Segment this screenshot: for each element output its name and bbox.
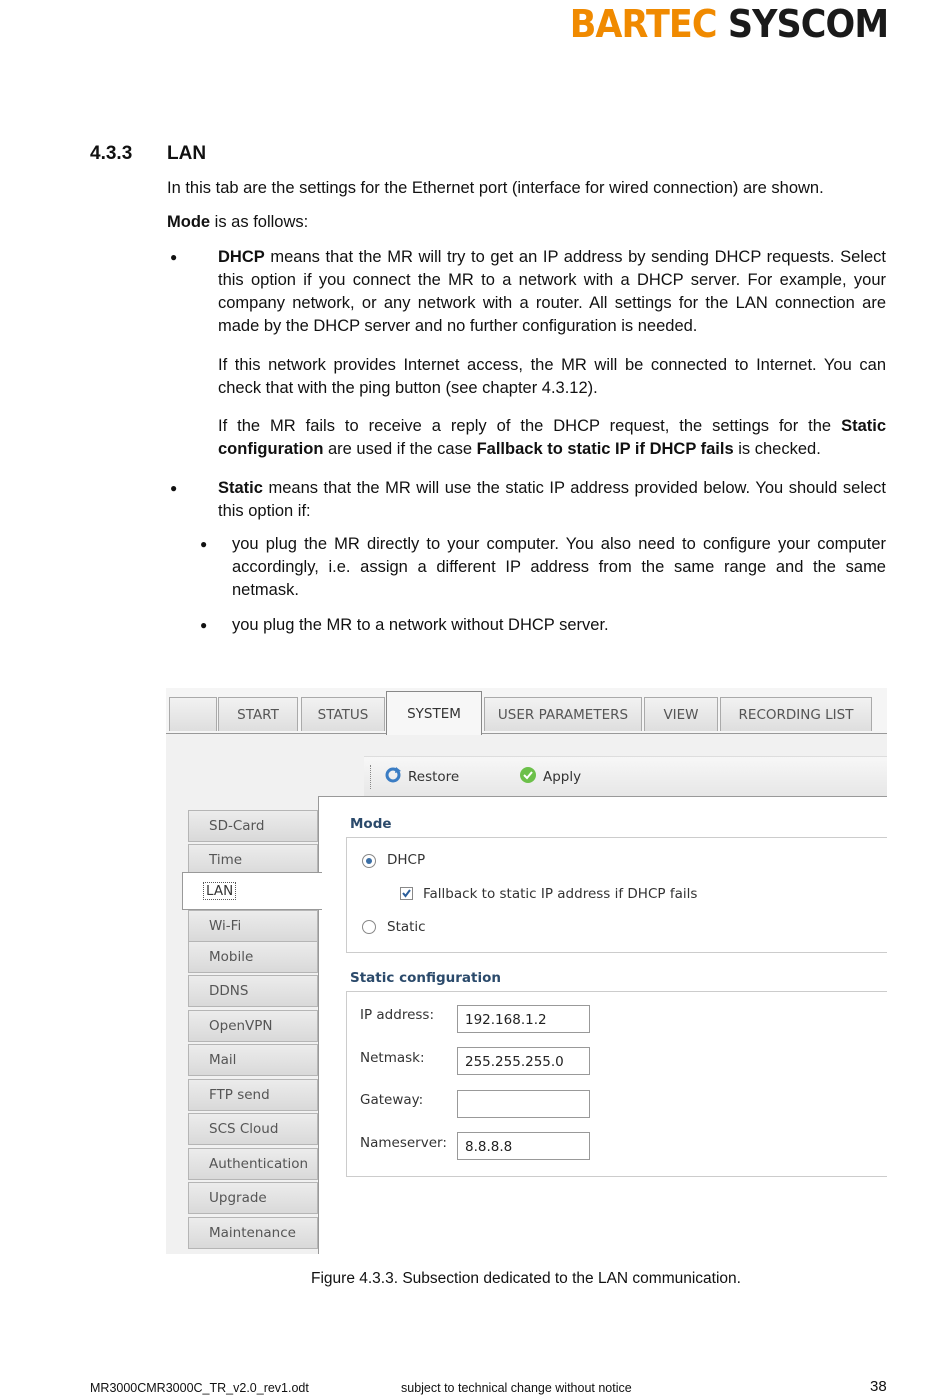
page-number: 38 <box>870 1378 887 1395</box>
bullet-sub1: ● <box>200 537 208 551</box>
sidebar-item-ddns[interactable] <box>188 975 318 1007</box>
static-paragraph <box>218 477 886 523</box>
nameserver-input[interactable]: 8.8.8.8 <box>457 1132 590 1160</box>
dhcp-paragraph <box>218 246 886 338</box>
netmask-label: Netmask: <box>360 1050 425 1066</box>
sub-bullet-1: you plug the MR directly to your computer. You also need to configure your computer accordingly, i.e. assign a different IP address from the same range and the same netmask. <box>232 535 886 599</box>
lan-settings-screenshot <box>166 688 887 1254</box>
refresh-icon <box>384 766 402 788</box>
tab-system[interactable]: SYSTEM <box>386 691 482 735</box>
apply-button[interactable] <box>519 766 581 788</box>
dhcp-text: means that the MR will try to get an IP address by sending DHCP requests. Select this option if you connect the MR to a network with a DHCP server. For example, your company network, or any network with a router. All settings for the LAN connection are made by the DHCP server and no further configuration is needed. <box>218 248 886 335</box>
sidebar-label: DDNS <box>209 983 249 999</box>
sidebar-label: OpenVPN <box>209 1018 273 1034</box>
sidebar-item-ftp-send[interactable] <box>188 1079 318 1111</box>
bullet-static: ● <box>170 481 178 495</box>
sidebar-item-openvpn[interactable] <box>188 1010 318 1042</box>
footer-filename: MR3000CMR3000C_TR_v2.0_rev1.odt <box>90 1381 309 1395</box>
sidebar-item-mail[interactable] <box>188 1044 318 1076</box>
dhcp-radio[interactable] <box>362 854 376 868</box>
sidebar-item-upgrade[interactable] <box>188 1182 318 1214</box>
fallback-paragraph <box>218 415 886 461</box>
toolbar <box>364 756 887 796</box>
sidebar-label: SCS Cloud <box>209 1121 279 1137</box>
sidebar-label: Mail <box>209 1052 237 1068</box>
ip-address-input[interactable]: 192.168.1.2 <box>457 1005 590 1033</box>
section-title: LAN <box>167 143 207 164</box>
fallback-checkbox[interactable] <box>400 887 413 900</box>
sidebar-item-authentication[interactable] <box>188 1148 318 1180</box>
sidebar-item-lan[interactable] <box>182 872 322 910</box>
main-tab-bar <box>166 688 887 734</box>
static-config-title: Static configuration <box>350 970 501 986</box>
tab-user-parameters[interactable]: USER PARAMETERS <box>484 697 642 731</box>
static-radio-label: Static <box>387 919 426 935</box>
fallback-term-1: Static configuration <box>218 417 886 458</box>
sidebar-item-maintenance[interactable] <box>188 1217 318 1249</box>
logo-bartec: BARTEC <box>569 2 717 46</box>
static-term: Static <box>218 479 263 497</box>
sidebar-item-scs-cloud[interactable] <box>188 1113 318 1145</box>
sidebar-label: Upgrade <box>209 1190 267 1206</box>
sidebar-label: Time <box>209 852 243 868</box>
tab-start[interactable]: START <box>218 697 298 731</box>
nameserver-label: Nameserver: <box>360 1135 447 1151</box>
figure-caption: Figure 4.3.3. Subsection dedicated to the LAN communication. <box>311 1270 741 1287</box>
lan-settings-panel <box>318 796 887 1254</box>
fallback-text-1: If the MR fails to receive a reply of the DHCP request, the settings for the <box>218 417 842 435</box>
internet-paragraph: If this network provides Internet access, the MR will be connected to Internet. You can check that with the ping button (see chapter 4.3.12). <box>218 356 886 397</box>
mode-section-title: Mode <box>350 816 392 832</box>
section-number: 4.3.3 <box>90 143 133 164</box>
fallback-text-3: is checked. <box>733 440 821 458</box>
restore-label: Restore <box>408 769 460 785</box>
tab-blank[interactable] <box>169 697 217 731</box>
footer-notice: subject to technical change without notice <box>401 1381 632 1395</box>
static-radio[interactable] <box>362 920 376 934</box>
tab-view[interactable]: VIEW <box>644 697 718 731</box>
apply-label: Apply <box>543 769 582 785</box>
static-text: means that the MR will use the static IP address provided below. You should select this option if: <box>218 479 886 520</box>
fallback-text-2: are used if the case <box>323 440 477 458</box>
intro-paragraph: In this tab are the settings for the Ethernet port (interface for wired connection) are shown. <box>167 179 824 197</box>
tab-recording-list[interactable]: RECORDING LIST <box>720 697 872 731</box>
bullet-sub2: ● <box>200 618 208 632</box>
sidebar-label: SD-Card <box>209 818 265 834</box>
sidebar-label: Authentication <box>209 1156 309 1172</box>
toolbar-grip <box>370 765 372 789</box>
fallback-checkbox-label: Fallback to static IP address if DHCP fails <box>423 886 698 902</box>
sidebar-label: Maintenance <box>209 1225 296 1241</box>
bullet-dhcp: ● <box>170 250 178 264</box>
mode-paragraph <box>167 211 887 234</box>
mode-term: Mode <box>167 213 211 231</box>
gateway-input[interactable] <box>457 1090 590 1118</box>
sidebar-label: FTP send <box>209 1087 270 1103</box>
sidebar-label: LAN <box>203 882 236 900</box>
tab-status[interactable]: STATUS <box>301 697 385 731</box>
logo-syscom: SYSCOM <box>727 2 888 46</box>
restore-button[interactable] <box>384 766 459 788</box>
mode-text: is as follows: <box>210 213 309 231</box>
netmask-input[interactable]: 255.255.255.0 <box>457 1047 590 1075</box>
gateway-label: Gateway: <box>360 1092 424 1108</box>
sidebar-item-sd-card[interactable] <box>188 810 318 842</box>
sidebar-item-wifi[interactable] <box>188 910 318 942</box>
dhcp-radio-label: DHCP <box>387 852 426 868</box>
sub-bullet-2: you plug the MR to a network without DHCP server. <box>232 616 609 634</box>
fallback-term-2: Fallback to static IP if DHCP fails <box>476 440 734 458</box>
sidebar-item-mobile[interactable] <box>188 941 318 973</box>
dhcp-term: DHCP <box>218 248 265 266</box>
ip-address-label: IP address: <box>360 1007 434 1023</box>
checkmark-icon <box>519 766 537 788</box>
company-logo <box>569 2 888 46</box>
sidebar-label: Mobile <box>209 949 254 965</box>
sidebar-label: Wi-Fi <box>209 918 242 934</box>
